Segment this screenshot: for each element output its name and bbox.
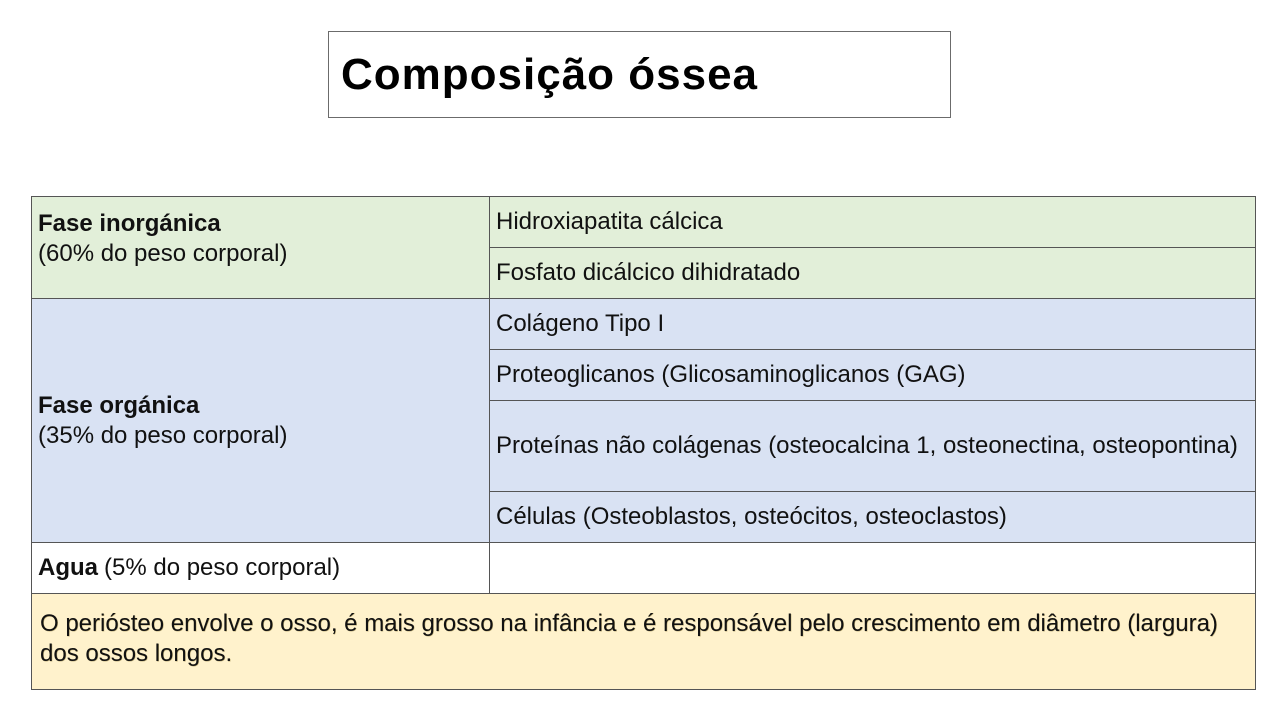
table-row <box>32 197 1256 248</box>
title-box <box>328 31 951 118</box>
table-row <box>32 594 1256 690</box>
organic-item-1: Colágeno Tipo I <box>490 299 1256 350</box>
table-row <box>32 543 1256 594</box>
organic-phase-name: Fase orgánica <box>38 391 200 419</box>
organic-phase-share: (35% do peso corporal) <box>38 421 288 449</box>
water-cell <box>32 543 490 594</box>
table-row <box>32 299 1256 350</box>
periosteum-note: O periósteo envolve o osso, é mais grosso na infância e é responsável pelo crescimento em diâmetro (largura) dos ossos longos. <box>32 594 1256 690</box>
inorganic-phase-share: (60% do peso corporal) <box>38 240 288 267</box>
organic-phase-cell <box>32 299 490 543</box>
organic-item-4: Células (Osteoblastos, osteócitos, osteoclastos) <box>490 492 1256 543</box>
organic-item-3: Proteínas não colágenas (osteocalcina 1, osteonectina, osteopontina) <box>490 401 1256 492</box>
water-name: Agua <box>38 554 98 581</box>
inorganic-item-1: Hidroxiapatita cálcica <box>490 197 1256 248</box>
organic-item-2: Proteoglicanos (Glicosaminoglicanos (GAG) <box>490 350 1256 401</box>
page-title: Composição óssea <box>341 49 759 99</box>
inorganic-phase-name: Fase inorgánica <box>38 210 221 237</box>
inorganic-item-2: Fosfato dicálcico dihidratado <box>490 248 1256 299</box>
water-share: (5% do peso corporal) <box>104 554 341 581</box>
composition-table <box>31 196 1256 690</box>
water-empty-cell <box>490 543 1256 594</box>
inorganic-phase-cell <box>32 197 490 299</box>
